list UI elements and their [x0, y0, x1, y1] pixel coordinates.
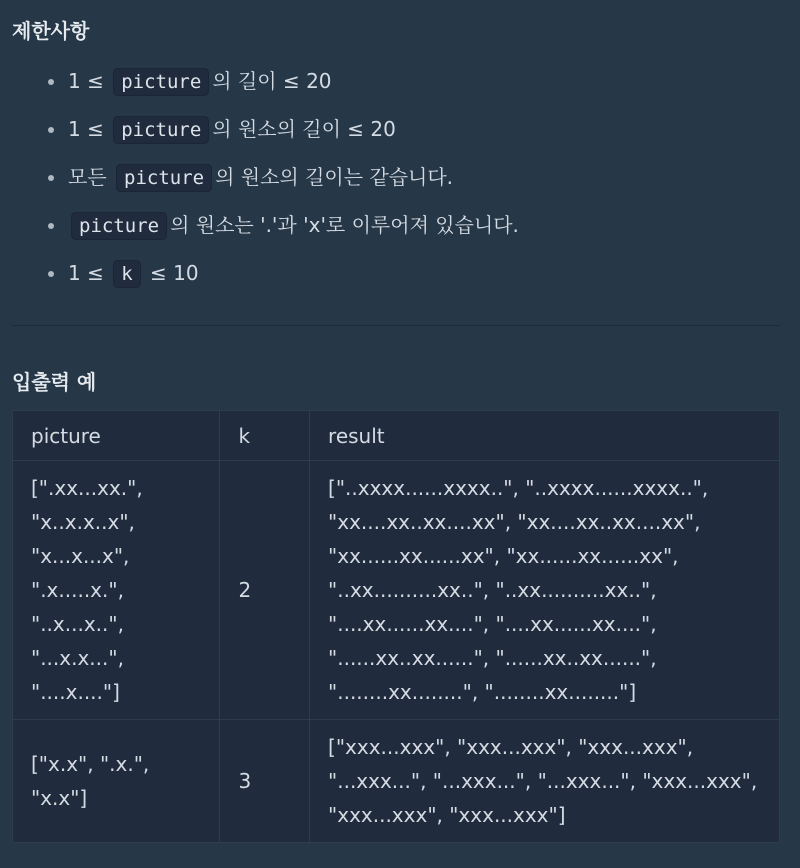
cell-line: "x.x"] — [31, 786, 88, 810]
constraint-item — [40, 160, 780, 208]
section-divider — [12, 325, 780, 326]
cell-line: ".x.....x.", — [31, 578, 124, 602]
header-picture: picture — [13, 411, 220, 461]
cell-line: "xx......xx......xx", "xx......xx......xx", — [328, 544, 679, 568]
constraint-item — [40, 64, 780, 112]
constraint-suffix: 의 원소는 '.'과 'x'로 이루어져 있습니다. — [170, 213, 519, 237]
constraint-suffix: 의 길이 ≤ 20 — [212, 69, 332, 93]
constraint-prefix: 1 ≤ — [68, 261, 104, 285]
cell-picture — [13, 720, 220, 843]
table-header-row — [13, 411, 780, 461]
cell-line: "......xx..xx......", "......xx..xx......", — [328, 646, 657, 670]
header-result: result — [310, 411, 780, 461]
cell-line: "x...x...x", — [31, 544, 130, 568]
cell-line: "xxx...xxx", "xxx...xxx"] — [328, 803, 566, 827]
examples-heading: 입출력 예 — [12, 370, 97, 394]
cell-line: "..xx..........xx..", "..xx..........xx..", — [328, 578, 657, 602]
cell-k: 3 — [220, 720, 310, 843]
examples-table — [12, 410, 780, 843]
code-picture: picture — [113, 68, 209, 96]
constraints-list — [40, 64, 780, 304]
constraint-item — [40, 256, 780, 304]
constraint-suffix: 의 원소의 길이는 같습니다. — [215, 165, 454, 189]
constraint-item — [40, 208, 780, 256]
code-k: k — [113, 260, 140, 288]
cell-line: ["..xxxx......xxxx..", "..xxxx......xxxx..", — [328, 476, 709, 500]
constraints-heading: 제한사항 — [12, 19, 90, 43]
table-row — [13, 461, 780, 720]
cell-line: [".xx...xx.", — [31, 476, 143, 500]
cell-k: 2 — [220, 461, 310, 720]
header-k: k — [220, 411, 310, 461]
cell-line: "x..x.x..x", — [31, 510, 135, 534]
constraint-suffix: ≤ 10 — [143, 261, 199, 285]
constraint-prefix: 1 ≤ — [68, 117, 104, 141]
code-picture: picture — [71, 212, 167, 240]
cell-line: "..x...x..", — [31, 612, 124, 636]
code-picture: picture — [113, 116, 209, 144]
code-picture: picture — [116, 164, 212, 192]
constraint-item — [40, 112, 780, 160]
cell-line: "....x...."] — [31, 680, 120, 704]
constraint-prefix: 모든 — [68, 165, 107, 189]
constraint-suffix: 의 원소의 길이 ≤ 20 — [212, 117, 396, 141]
cell-result — [310, 720, 780, 843]
constraint-prefix: 1 ≤ — [68, 69, 104, 93]
cell-picture — [13, 461, 220, 720]
table-row — [13, 720, 780, 843]
cell-line: "........xx........", "........xx........"] — [328, 680, 637, 704]
cell-line: "...xxx...", "...xxx...", "...xxx...", "xxx...xxx", — [328, 769, 758, 793]
cell-line: ["xxx...xxx", "xxx...xxx", "xxx...xxx", — [328, 735, 694, 759]
cell-line: "...x.x...", — [31, 646, 124, 670]
cell-line: ["x.x", ".x.", — [31, 752, 150, 776]
cell-line: "xx....xx..xx....xx", "xx....xx..xx....xx", — [328, 510, 701, 534]
cell-result — [310, 461, 780, 720]
cell-line: "....xx......xx....", "....xx......xx....", — [328, 612, 657, 636]
